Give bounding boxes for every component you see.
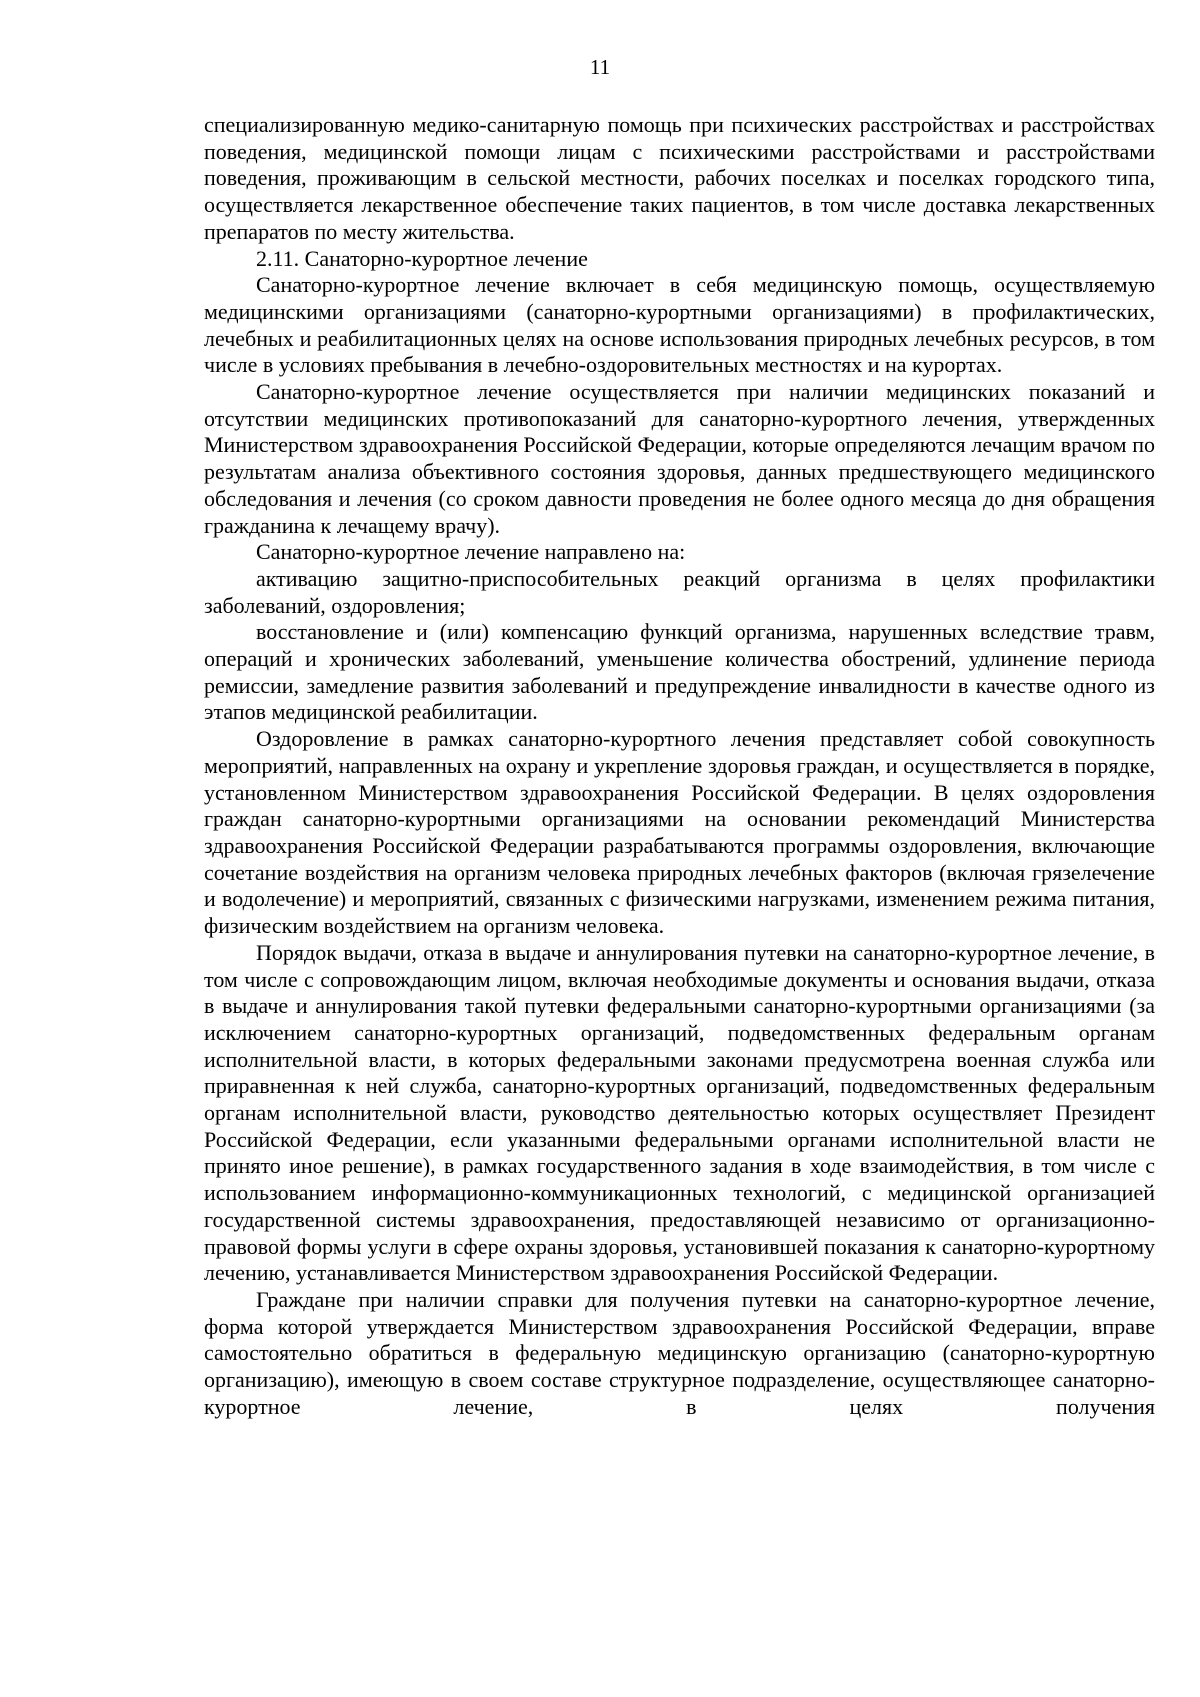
paragraph: Граждане при наличии справки для получения путевки на санаторно-курортное лечение, форма которой утверждается Министерством здравоохранения Российской Федерации, вправе самостоятельно обратиться в федеральную медицинскую организацию (санаторно-курортную организацию), имеющую в своем составе структурное подразделение, осуществляющее санаторно-курортное лечение, в целях получения [204, 1286, 1155, 1419]
paragraph: Санаторно-курортное лечение осуществляется при наличии медицинских показаний и отсутствии медицинских противопоказаний для санаторно-курортного лечения, утвержденных Министерством здравоохранения Российской Федерации, которые определяются лечащим врачом по результатам анализа объективного состояния здоровья, данных предшествующего медицинского обследования и лечения (со сроком давности проведения не более одного месяца до дня обращения гражданина к лечащему врачу). [204, 379, 1155, 538]
paragraph: Санаторно-курортное лечение включает в себя медицинскую помощь, осуществляемую медицинскими организациями (санаторно-курортными организациями) в профилактических, лечебных и реабилитационных целях на основе использования природных лечебных ресурсов, в том числе в условиях пребывания в лечебно-оздоровительных местностях и на курортах. [204, 272, 1155, 378]
paragraph: Порядок выдачи, отказа в выдаче и аннулирования путевки на санаторно-курортное лечение, в том числе с сопровождающим лицом, включая необходимые документы и основания выдачи, отказа в выдаче и аннулирования такой путевки федеральными санаторно-курортными организациями (за исключением санаторно-курортных организаций, подведомственных федеральным органам исполнительной власти, в которых федеральными законами предусмотрена военная служба или приравненная к ней служба, санаторно-курортных организаций, подведомственных федеральным органам исполнительной власти, руководство деятельностью которых осуществляет Президент Российской Федерации, если указанными федеральными органами исполнительной власти не принято иное решение), в рамках государственного задания в ходе взаимодействия, в том числе с использованием информационно-коммуникационных технологий, с медицинской организацией государственной системы здравоохранения, предоставляющей независимо от организационно-правовой формы услуги в сфере охраны здоровья, установившей показания к санаторно-курортному лечению, устанавливается Министерством здравоохранения Российской Федерации. [204, 939, 1155, 1286]
paragraph: Оздоровление в рамках санаторно-курортного лечения представляет собой совокупность мероприятий, направленных на охрану и укрепление здоровья граждан, и осуществляется в порядке, установленном Министерством здравоохранения Российской Федерации. В целях оздоровления граждан санаторно-курортными организациями на основании рекомендаций Министерства здравоохранения Российской Федерации разрабатываются программы оздоровления, включающие сочетание воздействия на организм человека природных лечебных факторов (включая грязелечение и водолечение) и мероприятий, связанных с физическими нагрузками, изменением режима питания, физическим воздействием на организм человека. [204, 726, 1155, 939]
list-item: восстановление и (или) компенсацию функций организма, нарушенных вследствие травм, операций и хронических заболеваний, уменьшение количества обострений, удлинение периода ремиссии, замедление развития заболеваний и предупреждение инвалидности в качестве одного из этапов медицинской реабилитации. [204, 619, 1155, 725]
document-body [204, 112, 1155, 1420]
section-heading: 2.11. Санаторно-курортное лечение [256, 245, 588, 271]
paragraph-continuation: специализированную медико-санитарную помощь при психических расстройствах и расстройствах поведения, медицинской помощи лицам с психическими расстройствами и расстройствами поведения, проживающим в сельской местности, рабочих поселках и поселках городского типа, осуществляется лекарственное обеспечение таких пациентов, в том числе доставка лекарственных препаратов по месту жительства. [204, 112, 1155, 244]
list-item: активацию защитно-приспособительных реакций организма в целях профилактики заболеваний, оздоровления; [204, 565, 1155, 618]
paragraph: Санаторно-курортное лечение направлено на: [256, 539, 686, 565]
page-number: 11 [589, 55, 611, 79]
